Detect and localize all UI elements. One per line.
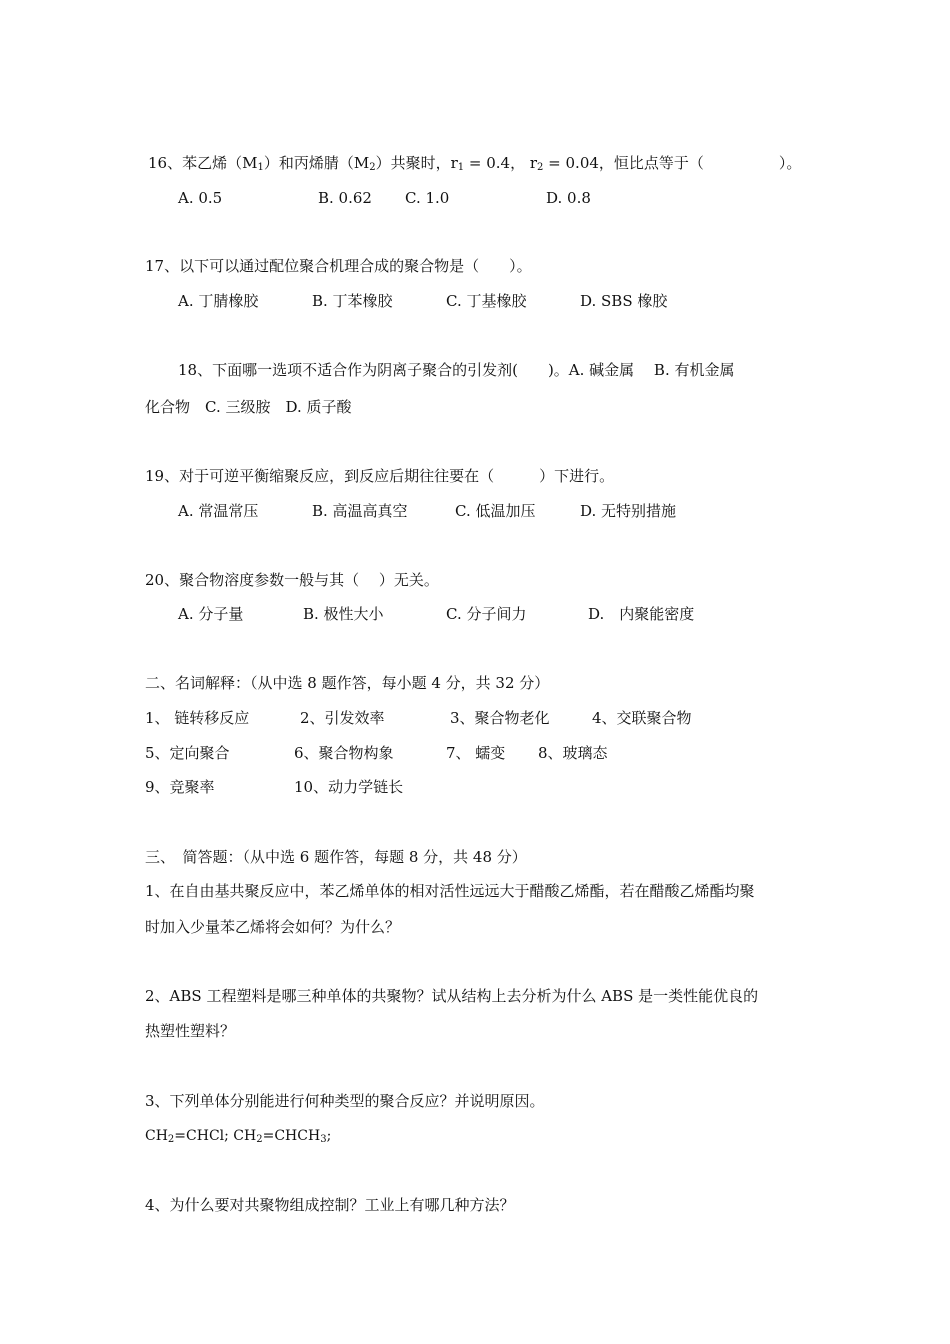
question-20-option-d: D. 内聚能密度 <box>588 605 695 623</box>
short-answer-4: 4、为什么要对共聚物组成控制？工业上有哪几种方法？ <box>145 1196 515 1214</box>
question-19-stem: 19、对于可逆平衡缩聚反应，到反应后期往往要在（ ）下进行。 <box>145 467 615 485</box>
question-20-option-a: A. 分子量 <box>178 605 244 623</box>
question-16-option-a: A. 0.5 <box>178 189 223 207</box>
question-20-stem: 20、聚合物溶度参数一般与其（ ）无关。 <box>145 571 439 589</box>
question-18-line-1: 18、下面哪一选项不适合作为阴离子聚合的引发剂( )。A. 碱金属 B. 有机金属 <box>178 361 735 379</box>
short-answer-1-line-1: 1、在自由基共聚反应中，苯乙烯单体的相对活性远远大于醋酸乙烯酯，若在醋酸乙烯酯均聚 <box>145 882 755 900</box>
short-answer-1-line-2: 时加入少量苯乙烯将会如何？为什么？ <box>145 918 401 936</box>
question-18-line-2: 化合物 C. 三级胺 D. 质子酸 <box>145 398 352 416</box>
term-1: 1、 链转移反应 <box>145 709 250 727</box>
question-19-option-d: D. 无特别措施 <box>580 502 677 520</box>
section-2-title: 二、名词解释：（从中选 8 题作答，每小题 4 分，共 32 分） <box>145 674 550 692</box>
question-20-option-c: C. 分子间力 <box>446 605 527 623</box>
term-9: 9、竞聚率 <box>145 778 215 796</box>
term-8: 8、玻璃态 <box>538 744 608 762</box>
question-17-option-d: D. SBS 橡胶 <box>580 292 668 310</box>
term-3: 3、聚合物老化 <box>450 709 550 727</box>
term-7: 7、 蠕变 <box>446 744 506 762</box>
question-19-option-a: A. 常温常压 <box>178 502 259 520</box>
term-10: 10、动力学链长 <box>294 778 404 796</box>
term-5: 5、定向聚合 <box>145 744 230 762</box>
question-16-option-b: B. 0.62 <box>318 189 372 207</box>
question-16-option-d: D. 0.8 <box>546 189 591 207</box>
question-16-stem: 16、苯乙烯$(M_1)$和丙烯腈$(M_2)$共聚时，$r_1 = 0.4$， $r_2 = 0.04$，恒比点等于（ ）。 <box>148 154 802 173</box>
question-17-option-c: C. 丁基橡胶 <box>446 292 527 310</box>
short-answer-3-formulas: $CH_2=CHCl$; $CH_2=CHCH_3$; <box>145 1128 332 1145</box>
short-answer-2-line-1: 2、ABS 工程塑料是哪三种单体的共聚物？试从结构上去分析为什么 ABS 是一类性能优良的 <box>145 987 759 1005</box>
term-2: 2、引发效率 <box>300 709 385 727</box>
term-4: 4、交联聚合物 <box>592 709 692 727</box>
term-6: 6、聚合物构象 <box>294 744 394 762</box>
short-answer-3-line-1: 3、下列单体分别能进行何种类型的聚合反应？并说明原因。 <box>145 1092 545 1110</box>
question-19-option-c: C. 低温加压 <box>455 502 536 520</box>
question-16-option-c: C. 1.0 <box>405 189 450 207</box>
short-answer-2-line-2: 热塑性塑料？ <box>145 1022 236 1040</box>
question-17-option-a: A. 丁腈橡胶 <box>178 292 259 310</box>
question-19-option-b: B. 高温高真空 <box>312 502 408 520</box>
section-3-title: 三、 简答题：（从中选 6 题作答，每题 8 分，共 48 分） <box>145 848 527 866</box>
question-17-stem: 17、以下可以通过配位聚合机理合成的聚合物是（ ）。 <box>145 257 532 275</box>
question-20-option-b: B. 极性大小 <box>303 605 384 623</box>
question-17-option-b: B. 丁苯橡胶 <box>312 292 393 310</box>
